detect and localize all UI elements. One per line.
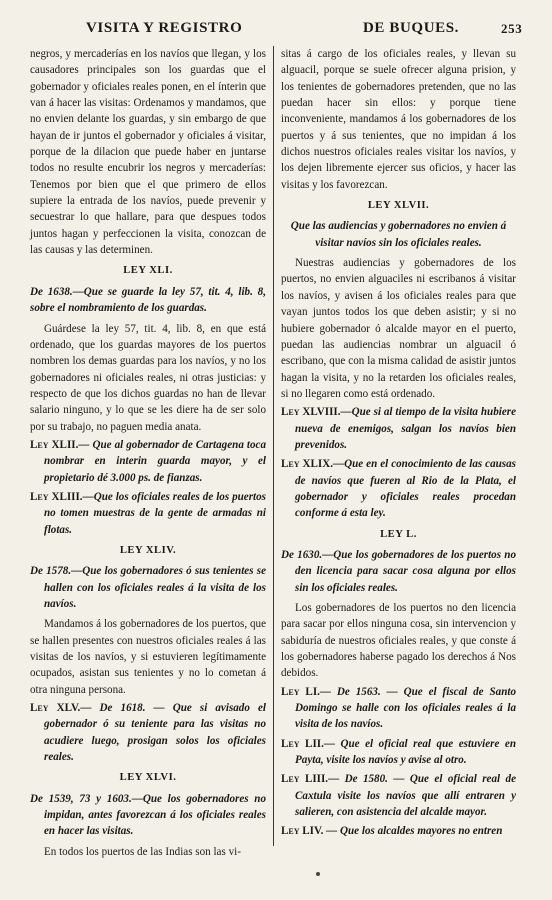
law-53-number: Ley LIII.: [281, 773, 329, 786]
law-47-summary: Que las audiencias y gobernadores no envien á visitar navíos sin los oficiales reales.: [290, 220, 507, 249]
law-48-number: Ley XLVIII.: [281, 406, 341, 419]
law-53-heading: [281, 771, 516, 820]
law-41-text: Guárdese la ley 57, tit. 4, lib. 8, en que está ordenado, que los guardas mayores de los puertos nombren los demas guardas para los navíos, y no los gobernadores ni oficiales reales, ni otras justicias: y respecto de que los dichos guardas no han de llevar salario ninguno, y lo que se les diere ha de ser solo por su trabajo, no paguen media anata.: [30, 322, 266, 433]
law-49-text: —Que en el conocimiento de las causas de navíos que fueren al Rio de la Plata, el gobernador y oficiales reales procedan conforme á esta ley.: [295, 458, 516, 520]
law-45-heading: [30, 700, 266, 765]
law-54-text: — Que los alcaldes mayores no entren: [323, 825, 503, 838]
law-54-heading: [281, 823, 516, 839]
law-47-text: Nuestras audiencias y gobernadores de los puertos, no envien alguaciles ni escribanos á visitar los navíos, y avisen á los oficiales reales para que vayan juntos todos los que deben asistir; y si no hubiere gobernador ó alcalde mayor en el puerto, puedan las audiencias nombrar un alguacil ó escribano, que con la misma calidad de asistir juntos hagan la visita, y no la retarden los oficiales reales, si no llegaren como está ordenado.: [281, 257, 516, 400]
law-51-text: — De 1563. — Que el fiscal de Santo Domingo se halle con los oficiales reales á la visita de los navíos.: [295, 685, 516, 731]
law-44-text: Mandamos á los gobernadores de los puertos, que se hallen presentes con nuestros oficiales reales á las visitas de los navíos, y si estuvieren legítimamente ocupados, asistan sus tenientes y no lo cometan á otra ninguna persona.: [30, 618, 266, 696]
continued-paragraph-right: sitas á cargo de los oficiales reales, y llevan su alguacil, porque se suele ofrecer alguna prision, y los tenientes de gobernadores pretenden, que no las puedan hacer sin ellos: y porque tiene inconveniente, mandamos á los gobernadores de los puertos y á sus tenientes, que no impidan á los dichos nuestros oficiales reales visitar los navíos, y los dejen libremente ejercer sus oficios, y hacer las visitas y los favorezcan.: [281, 48, 516, 191]
column-divider: [273, 46, 274, 846]
ink-speck: [316, 872, 320, 876]
law-49-heading: [281, 456, 516, 521]
right-column: [281, 46, 516, 843]
law-42-number: Ley XLII.: [30, 438, 79, 451]
law-52-heading: [281, 736, 516, 769]
law-46-text: En todos los puertos de las Indias son las vi-: [44, 845, 241, 858]
law-43-heading: [30, 489, 266, 538]
law-44-title: LEY XLIV.: [119, 544, 177, 556]
law-41-summary: De 1638.—Que se guarde la ley 57, tit. 4, lib. 8, sobre el nombramiento de los guardas.: [30, 285, 266, 315]
law-41-title: LEY XLI.: [123, 265, 173, 277]
law-50-summary: De 1630.—Que los gobernadores de los puertos no den licencia para sacar cosa alguna por ellos sin los oficiales reales.: [281, 548, 516, 594]
law-50-text: Los gobernadores de los puertos no den licencia para sacar por ellos ninguna cosa, sin intervencion y sabiduría de nuestros oficiales reales, y que conste á los gobernadores haberse pagado los derechos á Nos debidos.: [281, 602, 516, 680]
law-45-text: — De 1618. — Que si avisado el gobernador ó su teniente para las visitas no acudiere luego, prosigan solos los oficiales reales.: [44, 702, 266, 764]
continued-paragraph: negros, y mercaderías en los navíos que llegan, y los causadores principales son los guardas que el gobernador y oficiales reales ponen, en el ínterin que van á hacer las visitas: Ordenamos y mandamos, que no envien delante los guardas, y sin embargo de que hayan de ir juntos el gobernador y oficiales á visitar, porque de la dilacion que puede haber en juntarse todos no resulte encubrir los negros y mercaderías: Tenemos por bien que el que primero de ellos supiere la entrada de los navíos, puede prevenir y secuestrar lo que hallare, para que despues todos juntos hagan y perfeccionen la visita, conozcan de las causas y las determinen.: [30, 48, 266, 257]
running-header: [0, 20, 552, 40]
law-51-number: Ley LI.: [281, 685, 320, 698]
law-42-text: — Que al gobernador de Cartagena toca nombrar en interin guarda mayor, y el propietario dé 3.000 ps. de fianzas.: [44, 438, 266, 484]
header-right-title: DE BUQUES.: [363, 20, 460, 36]
law-44-summary: De 1578.—Que los gobernadores ó sus tenientes se hallen con los oficiales reales á la visita de los navíos.: [30, 565, 266, 610]
law-46-title: LEY XLVI.: [119, 772, 177, 784]
law-52-number: Ley LII.: [281, 737, 324, 750]
page-number: 253: [501, 21, 523, 36]
law-49-number: Ley XLIX.: [281, 458, 333, 471]
law-48-text: —Que si al tiempo de la visita hubiere nueva de enemigos, salgan los navíos bien prevenidos.: [295, 406, 516, 451]
law-50-title: LEY L.: [380, 528, 417, 540]
law-48-heading: [281, 404, 516, 453]
law-43-text: —Que los oficiales reales de los puertos no tomen muestras de la gente de armadas ni flotas.: [44, 490, 266, 536]
law-47-title: LEY XLVII.: [367, 200, 430, 212]
law-46-summary: De 1539, 73 y 1603.—Que los gobernadores no impidan, antes favorezcan á los oficiales reales en hacer las visitas.: [30, 792, 266, 838]
law-54-number: Ley LIV.: [281, 825, 324, 838]
law-43-number: Ley XLIII.: [30, 490, 83, 503]
left-column: [30, 46, 266, 860]
law-42-heading: [30, 437, 266, 486]
law-53-text: — De 1580. — Que el oficial real de Caxtula visite los navíos que allí entraren y salieren, con asistencia del alcalde mayor.: [295, 773, 516, 819]
law-51-heading: [281, 684, 516, 733]
law-45-number: Ley XLV.: [30, 702, 81, 715]
law-52-text: — Que el oficial real que estuviere en Payta, visite los navíos y avise al otro.: [295, 737, 516, 767]
header-left-title: VISITA Y REGISTRO: [86, 20, 243, 36]
